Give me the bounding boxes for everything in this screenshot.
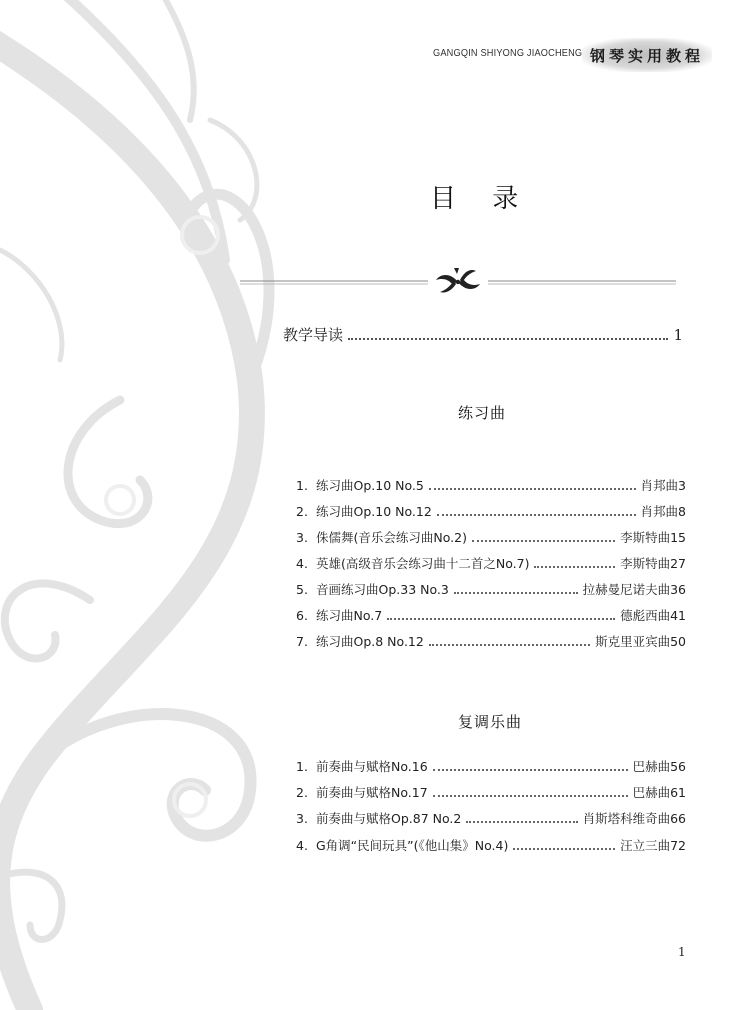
header-pinyin-title: GANGQIN SHIYONG JIAOCHENG: [433, 48, 583, 59]
toc-entry-number: 4.: [296, 838, 308, 853]
toc-entry-author-page: 拉赫曼尼诺夫曲36: [582, 582, 686, 597]
toc-entry-number: 1.: [296, 478, 308, 493]
leader-dots: [429, 487, 636, 490]
toc-entry-author-page: 德彪西曲41: [620, 608, 686, 623]
toc-entry[interactable]: [296, 502, 686, 520]
toc-entry[interactable]: [296, 580, 686, 598]
toc-entry-author-page: 李斯特曲27: [620, 556, 686, 571]
toc-entry-author-page: 肖邦曲3: [640, 478, 686, 493]
toc-entry-author-page: 巴赫曲56: [632, 759, 686, 774]
toc-entry[interactable]: [296, 554, 686, 572]
toc-entry-number: 6.: [296, 608, 308, 623]
toc-entry-title: 侏儒舞(音乐会练习曲No.2): [316, 530, 467, 545]
toc-entry-number: 3.: [296, 530, 308, 545]
toc-entry-title: 英雄(高级音乐会练习曲十二首之No.7): [316, 556, 530, 571]
toc-entry-title: 前奏曲与赋格No.16: [316, 759, 428, 774]
toc-entry-title: 前奏曲与赋格No.17: [316, 785, 428, 800]
header-book-title-badge: [582, 38, 712, 72]
leader-dots: [454, 591, 578, 594]
toc-entry-author-page: 斯克里亚宾曲50: [595, 634, 686, 649]
leader-dots: [513, 847, 615, 850]
toc-entry-title: 练习曲Op.10 No.12: [316, 504, 432, 519]
toc-entry-title: 练习曲Op.10 No.5: [316, 478, 424, 493]
toc-entry-author-page: 巴赫曲61: [632, 785, 686, 800]
toc-entry-author-page: 汪立三曲72: [620, 838, 686, 853]
toc-entry[interactable]: [296, 757, 686, 775]
toc-intro-page: 1: [673, 326, 683, 344]
toc-entry[interactable]: [296, 836, 686, 854]
toc-entry-number: 7.: [296, 634, 308, 649]
toc-intro-entry[interactable]: [283, 324, 683, 345]
divider-ornament: [240, 262, 676, 302]
toc-entry[interactable]: [296, 783, 686, 801]
toc-intro-label: 教学导读: [283, 326, 344, 344]
toc-entry[interactable]: [296, 632, 686, 650]
toc-entry[interactable]: [296, 809, 686, 827]
leader-dots: [433, 768, 628, 771]
toc-entry-number: 1.: [296, 759, 308, 774]
leader-dots: [437, 513, 636, 516]
leader-dots: [534, 565, 615, 568]
section-title-polyphonic: 复调乐曲: [458, 713, 523, 731]
page-title: 目 录: [430, 184, 533, 214]
toc-entry-title: 前奏曲与赋格Op.87 No.2: [316, 811, 462, 826]
toc-entry-number: 4.: [296, 556, 308, 571]
leader-dots: [466, 820, 577, 823]
section-title-etudes: 练习曲: [458, 404, 507, 422]
toc-entry-title: 音画练习曲Op.33 No.3: [316, 582, 449, 597]
toc-entry-number: 2.: [296, 504, 308, 519]
leader-dots: [472, 539, 615, 542]
toc-entry-author-page: 肖斯塔科维奇曲66: [582, 811, 686, 826]
toc-entry-author-page: 李斯特曲15: [620, 530, 686, 545]
toc-entry[interactable]: [296, 476, 686, 494]
leader-dots: [433, 794, 628, 797]
toc-entry-title: 练习曲Op.8 No.12: [316, 634, 424, 649]
page-number: 1: [678, 945, 686, 959]
toc-entry-title: G角调“民间玩具”(《他山集》No.4): [316, 838, 509, 853]
toc-entry-number: 2.: [296, 785, 308, 800]
toc-entry-title: 练习曲No.7: [316, 608, 383, 623]
toc-entry-author-page: 肖邦曲8: [640, 504, 686, 519]
leader-dots: [387, 617, 615, 620]
toc-entry-number: 5.: [296, 582, 308, 597]
leader-dots: [348, 337, 668, 340]
toc-entry[interactable]: [296, 528, 686, 546]
toc-entry[interactable]: [296, 606, 686, 624]
header-book-title: 钢琴实用教程: [590, 46, 705, 65]
toc-entry-number: 3.: [296, 811, 308, 826]
leader-dots: [429, 643, 590, 646]
